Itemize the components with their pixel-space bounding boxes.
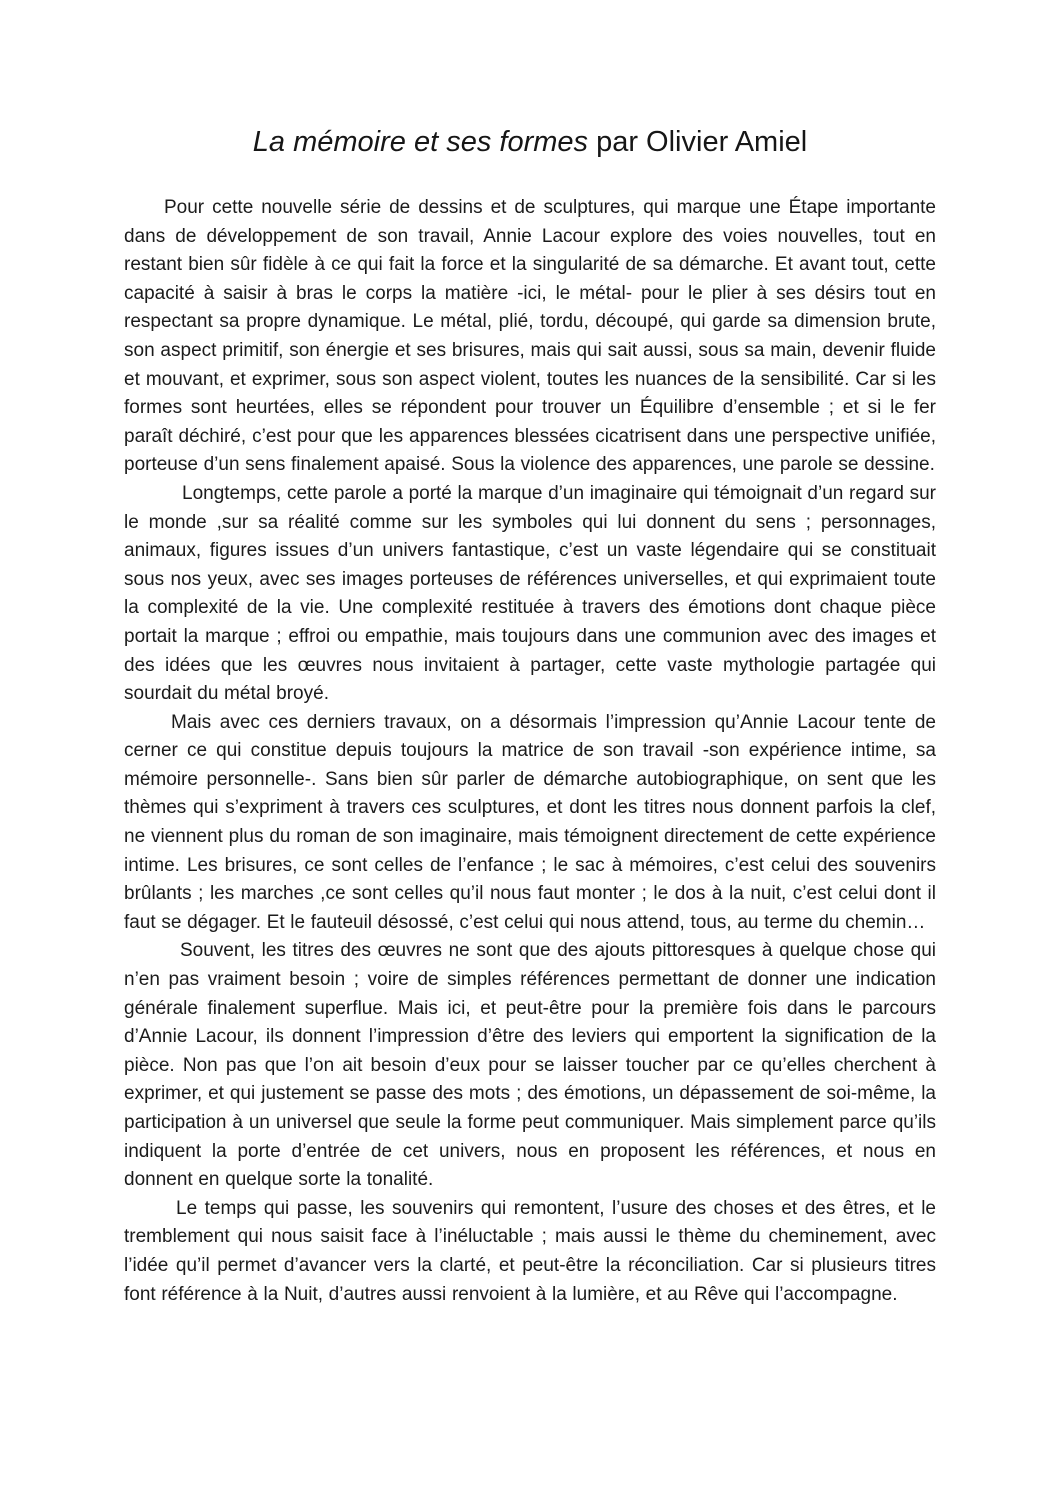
title-work-name: La mémoire et ses formes xyxy=(252,126,589,158)
paragraph-4: Souvent, les titres des œuvres ne sont que des ajouts pittoresques à quelque chose qui n’en pas vraiment besoin ; voire de simples références permettant de donner une indication générale finalement superflue. Mais ici, et peut-être pour la première fois dans le parcours d’Annie Lacour, ils donnent l’impression d’être des leviers qui emportent la signification de la pièce. Non pas que l’on ait besoin d’eux pour se laisser toucher par ce qu’elles cherchent à exprimer, et qui justement se passe des mots ; des émotions, un dépassement de soi-même, la participation à un universel que seule la forme peut communiquer. Mais simplement parce qu’ils indiquent la porte d’entrée de cet univers, nous en proposent les références, et nous en donnent en quelque sorte la tonalité. xyxy=(124,940,936,1191)
paragraph-3: Mais avec ces derniers travaux, on a désormais l’impression qu’Annie Lacour tente de cerner ce qui constitue depuis toujours la matrice de son travail -son expérience intime, sa mémoire personnelle-. Sans bien sûr parler de démarche autobiographique, on sent que les thèmes qui s’expriment à travers ces sculptures, et dont les titres nous donnent parfois la clef, ne viennent plus du roman de son imaginaire, mais témoignent directement de cette expérience intime. Les brisures, ce sont celles de l’enfance ; le sac à mémoires, c’est celui des souvenirs brûlants ; les marches ,ce sont celles qu’il nous faut monter ; le dos à la nuit, c’est celui dont il faut se dégager. Et le fauteuil désossé, c’est celui qui nous attend, tous, au terme du chemin… xyxy=(124,711,936,933)
paragraph-1: Pour cette nouvelle série de dessins et de sculptures, qui marque une Étape importante dans de développement de son travail, Annie Lacour explore des voies nouvelles, tout en restant bien sûr fidèle à ce qui fait la force et la singularité de sa démarche. Et avant tout, cette capacité à saisir à bras le corps la matière -ici, le métal- pour le plier à ses désirs tout en respectant sa propre dynamique. Le métal, plié, tordu, découpé, qui garde sa dimension brute, son aspect primitif, son énergie et ses brisures, mais qui sait aussi, sous sa main, devenir fluide et mouvant, et exprimer, sous son aspect violent, toutes les nuances de la sensibilité. Car si les formes sont heurtées, elles se répondent pour trouver un Équilibre d’ensemble ; et si le fer paraît déchiré, c’est pour que les apparences blessées cicatrisent dans une perspective unifiée, porteuse d’un sens finalement apaisé. Sous la violence des apparences, une parole se dessine. xyxy=(124,197,936,476)
document-body xyxy=(124,194,936,1309)
title-byline: par Olivier Amiel xyxy=(588,126,808,158)
document-title xyxy=(124,0,936,161)
paragraph-5: Le temps qui passe, les souvenirs qui remontent, l’usure des choses et des êtres, et le tremblement qui nous saisit face à l’inéluctable ; mais aussi le thème du cheminement, avec l’idée qu’il permet d’avancer vers la clarté, et peut-être la réconciliation. Car si plusieurs titres font référence à la Nuit, d’autres aussi renvoient à la lumière, et au Rêve qui l’accompagne. xyxy=(124,1197,936,1305)
paragraph-2: Longtemps, cette parole a porté la marque d’un imaginaire qui témoignait d’un regard sur le monde ,sur sa réalité comme sur les symboles qui lui donnent du sens ; personnages, animaux, figures issues d’un univers fantastique, c’est un vaste légendaire qui se constituait sous nos yeux, avec ses images porteuses de références universelles, et qui exprimaient toute la complexité de la vie. Une complexité restituée à travers des émotions dont chaque pièce portait la marque ; effroi ou empathie, mais toujours dans une communion avec des images et des idées que les œuvres nous invitaient à partager, cette vaste mythologie partagée qui sourdait du métal broyé. xyxy=(124,482,936,705)
document-content xyxy=(124,0,936,1309)
